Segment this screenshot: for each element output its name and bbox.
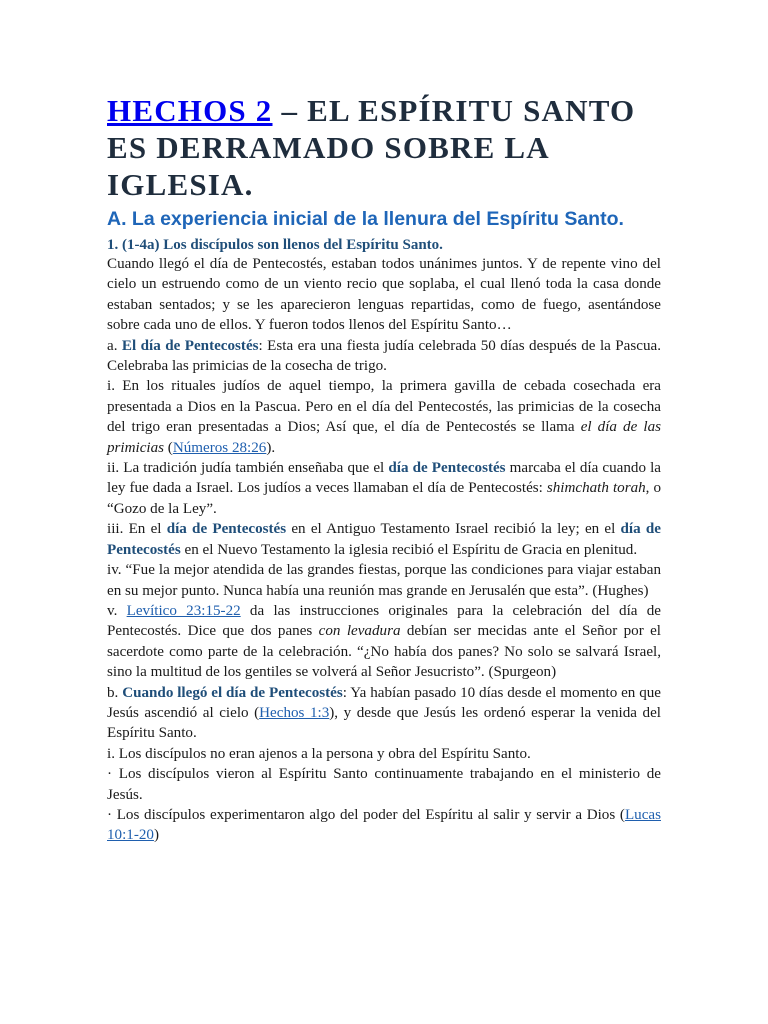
bullet-paragraph-1: · Los discípulos vieron al Espíritu Santo continuamente trabajando en el ministerio de Jesús. — [107, 766, 661, 803]
paragraph-a — [107, 336, 661, 377]
bullet-paragraph-2 — [107, 805, 661, 846]
paren-open: ( — [164, 439, 173, 456]
reference-link-lucas[interactable]: Lucas 10:1-20 — [107, 806, 661, 844]
paragraph-prefix: a. — [107, 337, 122, 354]
paragraph-text: · Los discípulos experimentaron algo del poder del Espíritu al salir y servir a Dios ( — [107, 806, 625, 823]
paragraph-text: , o “Gozo de la Ley”. — [107, 480, 662, 517]
paragraph-prefix: b. — [107, 684, 123, 701]
paragraph-i-1 — [107, 376, 661, 458]
reference-link-numeros[interactable]: Números 28:26 — [172, 439, 267, 456]
paragraph-text: iii. En el — [107, 521, 167, 538]
italic-phrase: shimchath torah — [546, 480, 646, 497]
bold-phrase: día de Pentecostés — [166, 521, 287, 538]
paren-close: ) — [153, 827, 159, 844]
paragraph-text: : Ya habían pasado 10 días desde el momento en que Jesús ascendió al cielo ( — [107, 684, 662, 721]
paragraph-text: i. En los rituales judíos de aquel tiempo, la primera gavilla de cebada cosechada era presentada a Dios en la Pascua. Pero en el día del Pentecostés, las primicias de la cosecha del trigo eran presentadas a Dios; Así que, el día de Pentecostés se llama — [107, 378, 661, 436]
paragraph-iv: iv. “Fue la mejor atendida de las grandes fiestas, porque las condiciones para viajar estaban en su mejor punto. Nunca había una reunión mas grande en Jerusalén que esta”. (Hughes) — [107, 562, 661, 599]
reference-link-hechos[interactable]: Hechos 1:3 — [259, 704, 330, 721]
paragraph-text: : Esta era una fiesta judía celebrada 50 días después de la Pascua. Celebraba las primicias de la cosecha de trigo. — [107, 337, 661, 375]
title-text: – EL ESPÍRITU SANTO ES DERRAMADO SOBRE LA IGLESIA. — [107, 93, 636, 202]
paragraph-b — [107, 683, 661, 744]
paragraph-i-2: i. Los discípulos no eran ajenos a la persona y obra del Espíritu Santo. — [107, 745, 531, 762]
paragraph-iii — [107, 519, 661, 560]
italic-phrase: con levadura — [318, 623, 401, 640]
paragraph-text: marcaba el día cuando la ley fue dada a Israel. Los judíos a veces llamaban el día de Pentecostés: — [107, 460, 661, 497]
paragraph-text: ii. La tradición judía también enseñaba que el — [107, 460, 389, 477]
paragraph-ii — [107, 458, 661, 519]
paren-close: ). — [266, 439, 276, 456]
scripture-paragraph: Cuando llegó el día de Pentecostés, estaban todos unánimes juntos. Y de repente vino del cielo un estruendo como de un viento recio que soplaba, el cual llenó toda la casa donde estaban sentados; y se les aparecieron lenguas repartidas, como de fuego, asentándose sobre cada uno de ellos. Y fueron todos llenos del Espíritu Santo… — [107, 256, 661, 334]
title-link[interactable]: HECHOS 2 — [107, 93, 273, 128]
bold-phrase: El día de Pentecostés — [121, 337, 259, 354]
reference-link-levitico[interactable]: Levítico 23:15-22 — [126, 602, 241, 619]
document-body — [107, 254, 661, 846]
subheading: 1. (1-4a) Los discípulos son llenos del Espíritu Santo. — [107, 237, 443, 253]
bold-phrase: Cuando llegó el día de Pentecostés — [122, 684, 343, 701]
page-title — [107, 92, 667, 203]
italic-phrase: el día de las primicias — [107, 419, 661, 456]
paragraph-prefix: v. — [107, 602, 127, 619]
paragraph-text: da las instrucciones originales para la celebración del día de Pentecostés. Dice que dos panes — [107, 602, 661, 640]
section-heading: A. La experiencia inicial de la llenura del Espíritu Santo. — [107, 208, 624, 230]
bold-phrase: día de Pentecostés — [107, 521, 661, 558]
paragraph-text: en el Antiguo Testamento Israel recibió la ley; en el — [286, 521, 621, 538]
paragraph-text: debían ser mecidas ante el Señor por el sacerdote como parte de la celebración. “¿No había dos panes? No solo se salvará Israel, sino la multitud de los gentiles se volverá al Señor Jesucristo”. (Spurgeon) — [107, 623, 661, 681]
paragraph-text: ), y desde que Jesús les ordenó esperar la venida del Espíritu Santo. — [107, 704, 661, 742]
bold-phrase: día de Pentecostés — [388, 460, 506, 477]
paragraph-v — [107, 601, 661, 683]
paragraph-text: en el Nuevo Testamento la iglesia recibió el Espíritu de Gracia en plenitud. — [180, 541, 638, 558]
